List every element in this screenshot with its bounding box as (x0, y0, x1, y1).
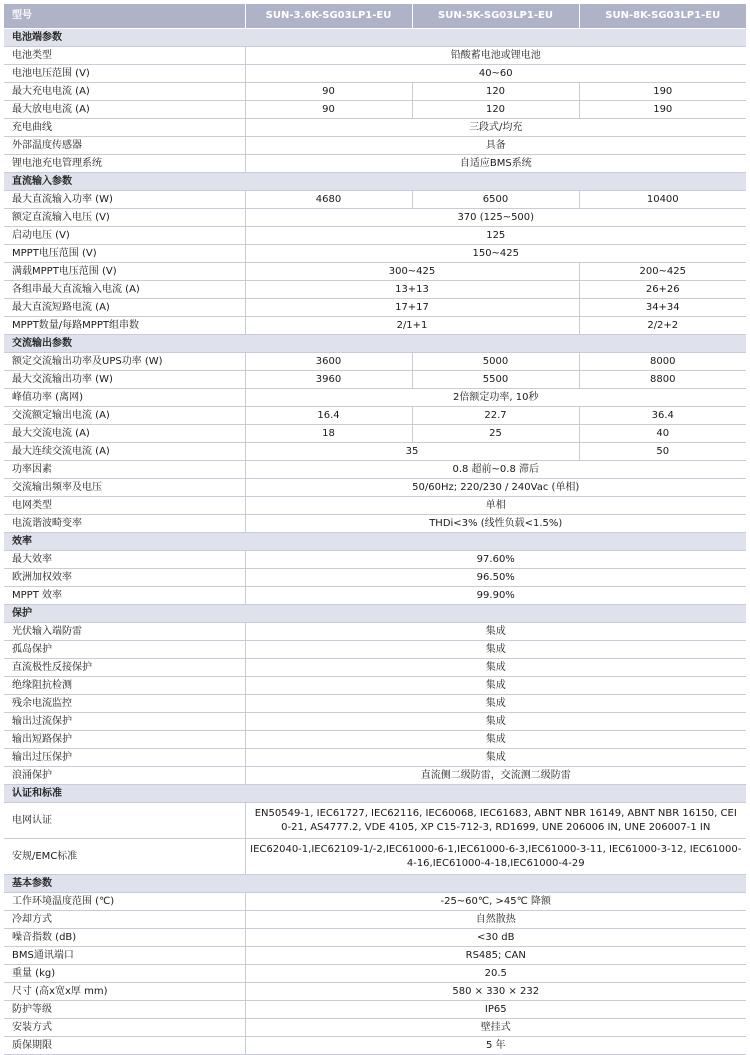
table-row (4, 713, 746, 731)
row-label: 电网类型 (4, 497, 245, 515)
row-value: 36.4 (579, 407, 746, 425)
row-label: 外部温度传感器 (4, 137, 245, 155)
row-value: 13+13 (245, 281, 579, 299)
table-row (4, 1037, 746, 1055)
row-value: 2/2+2 (579, 317, 746, 335)
row-value: 壁挂式 (245, 1019, 746, 1037)
row-label: 交流输出频率及电压 (4, 479, 245, 497)
row-label: 电池电压范围 (V) (4, 65, 245, 83)
row-label: 最大放电电流 (A) (4, 101, 245, 119)
row-label: 直流极性反接保护 (4, 659, 245, 677)
row-label: 最大连续交流电流 (A) (4, 443, 245, 461)
row-value: 17+17 (245, 299, 579, 317)
row-value: 集成 (245, 659, 746, 677)
row-label: 输出过流保护 (4, 713, 245, 731)
table-row (4, 425, 746, 443)
row-label: 最大直流输入功率 (W) (4, 191, 245, 209)
section-title: 交流输出参数 (4, 335, 746, 353)
row-label: 质保期限 (4, 1037, 245, 1055)
section-title: 基本参数 (4, 875, 746, 893)
section-header-row (4, 335, 746, 353)
row-value: 单相 (245, 497, 746, 515)
section-header-row (4, 785, 746, 803)
table-row (4, 245, 746, 263)
row-label: 冷却方式 (4, 911, 245, 929)
table-row (4, 587, 746, 605)
table-row (4, 209, 746, 227)
row-value: 直流侧二级防雷，交流测二级防雷 (245, 767, 746, 785)
row-label: 功率因素 (4, 461, 245, 479)
row-label: 孤岛保护 (4, 641, 245, 659)
row-value: 50/60Hz; 220/230 / 240Vac (单相) (245, 479, 746, 497)
row-label: 充电曲线 (4, 119, 245, 137)
table-row (4, 119, 746, 137)
row-label: 输出过压保护 (4, 749, 245, 767)
row-label: 安装方式 (4, 1019, 245, 1037)
row-value: 35 (245, 443, 579, 461)
row-value: 5 年 (245, 1037, 746, 1055)
row-value: 200~425 (579, 263, 746, 281)
row-value: 50 (579, 443, 746, 461)
table-row (4, 479, 746, 497)
row-value: 集成 (245, 623, 746, 641)
row-label: MPPT 效率 (4, 587, 245, 605)
row-value: 26+26 (579, 281, 746, 299)
row-value: 99.90% (245, 587, 746, 605)
row-label: 额定直流输入电压 (V) (4, 209, 245, 227)
row-value: 集成 (245, 749, 746, 767)
row-label: 最大直流短路电流 (A) (4, 299, 245, 317)
row-label: 各组串最大直流输入电流 (A) (4, 281, 245, 299)
row-value: 具备 (245, 137, 746, 155)
row-value: 3960 (245, 371, 412, 389)
table-row (4, 947, 746, 965)
table-row (4, 893, 746, 911)
table-row (4, 659, 746, 677)
row-label: 工作环境温度范围 (℃) (4, 893, 245, 911)
table-row (4, 227, 746, 245)
table-row (4, 461, 746, 479)
row-label: 安规/EMC标准 (4, 839, 245, 875)
row-value: 96.50% (245, 569, 746, 587)
table-row (4, 677, 746, 695)
table-row (4, 929, 746, 947)
section-header-row (4, 29, 746, 47)
row-label: 防护等级 (4, 1001, 245, 1019)
row-value: 97.60% (245, 551, 746, 569)
row-label: 锂电池充电管理系统 (4, 155, 245, 173)
header-row (4, 4, 746, 29)
table-row (4, 263, 746, 281)
table-row (4, 911, 746, 929)
row-value: 三段式/均充 (245, 119, 746, 137)
row-label: 电网认证 (4, 803, 245, 839)
table-row (4, 839, 746, 875)
row-value: 120 (412, 101, 579, 119)
row-value: 370 (125~500) (245, 209, 746, 227)
row-label: 绝缘阻抗检测 (4, 677, 245, 695)
table-row (4, 497, 746, 515)
section-header-row (4, 533, 746, 551)
row-label: MPPT电压范围 (V) (4, 245, 245, 263)
spec-table (4, 4, 746, 1055)
table-row (4, 407, 746, 425)
row-value: 集成 (245, 641, 746, 659)
row-label: 最大交流输出功率 (W) (4, 371, 245, 389)
row-value: 集成 (245, 677, 746, 695)
section-header-row (4, 173, 746, 191)
row-value: 120 (412, 83, 579, 101)
row-label: 最大交流电流 (A) (4, 425, 245, 443)
section-title: 认证和标准 (4, 785, 746, 803)
row-label: BMS通讯端口 (4, 947, 245, 965)
table-row (4, 281, 746, 299)
row-label: 重量 (kg) (4, 965, 245, 983)
table-row (4, 767, 746, 785)
table-row (4, 299, 746, 317)
row-value: 10400 (579, 191, 746, 209)
header-model-3: SUN-8K-SG03LP1-EU (579, 4, 746, 29)
table-row (4, 1001, 746, 1019)
row-value: 8000 (579, 353, 746, 371)
row-label: 尺寸 (高x宽x厚 mm) (4, 983, 245, 1001)
row-value: 自然散热 (245, 911, 746, 929)
table-row (4, 623, 746, 641)
row-value: 5500 (412, 371, 579, 389)
table-row (4, 65, 746, 83)
row-value: -25~60℃, >45℃ 降额 (245, 893, 746, 911)
row-value: 8800 (579, 371, 746, 389)
row-value: 300~425 (245, 263, 579, 281)
row-label: 最大效率 (4, 551, 245, 569)
table-row (4, 47, 746, 65)
row-label: 启动电压 (V) (4, 227, 245, 245)
row-value: 2/1+1 (245, 317, 579, 335)
row-value: 22.7 (412, 407, 579, 425)
section-title: 保护 (4, 605, 746, 623)
row-label: 交流额定输出电流 (A) (4, 407, 245, 425)
row-label: 电流谐波畸变率 (4, 515, 245, 533)
row-label: 噪音指数 (dB) (4, 929, 245, 947)
table-row (4, 137, 746, 155)
table-row (4, 317, 746, 335)
table-row (4, 749, 746, 767)
row-value: 25 (412, 425, 579, 443)
row-label: 满载MPPT电压范围 (V) (4, 263, 245, 281)
row-label: 峰值功率 (离网) (4, 389, 245, 407)
table-row (4, 983, 746, 1001)
row-value: <30 dB (245, 929, 746, 947)
row-value: 铅酸蓄电池或锂电池 (245, 47, 746, 65)
row-label: 最大充电电流 (A) (4, 83, 245, 101)
row-value: RS485; CAN (245, 947, 746, 965)
row-label: 欧洲加权效率 (4, 569, 245, 587)
row-label: 输出短路保护 (4, 731, 245, 749)
table-row (4, 569, 746, 587)
row-value: 自适应BMS系统 (245, 155, 746, 173)
header-model-label: 型号 (4, 4, 245, 29)
row-value: EN50549-1, IEC61727, IEC62116, IEC60068, IEC61683, ABNT NBR 16149, ABNT NBR 16150, CEI 0-21, AS4777.2, VDE 4105, XP C15-712-3, RD1699, UNE 206006 IN, UNE 206007-1 IN (245, 803, 746, 839)
row-value: 150~425 (245, 245, 746, 263)
header-model-1: SUN-3.6K-SG03LP1-EU (245, 4, 412, 29)
row-label: 残余电流监控 (4, 695, 245, 713)
table-row (4, 371, 746, 389)
row-value: 18 (245, 425, 412, 443)
row-value: THDi<3% (线性负载<1.5%) (245, 515, 746, 533)
section-header-row (4, 605, 746, 623)
table-row (4, 515, 746, 533)
table-row (4, 443, 746, 461)
spec-body (4, 29, 746, 1055)
row-label: 浪涌保护 (4, 767, 245, 785)
row-value: 3600 (245, 353, 412, 371)
table-row (4, 389, 746, 407)
table-row (4, 83, 746, 101)
row-label: 额定交流输出功率及UPS功率 (W) (4, 353, 245, 371)
row-label: MPPT数量/每路MPPT组串数 (4, 317, 245, 335)
row-value: 90 (245, 83, 412, 101)
section-title: 直流输入参数 (4, 173, 746, 191)
row-value: IEC62040-1,IEC62109-1/-2,IEC61000-6-1,IEC61000-6-3,IEC61000-3-11, IEC61000-3-12, IEC61000-4-16,IEC61000-4-18,IEC61000-4-29 (245, 839, 746, 875)
row-value: 16.4 (245, 407, 412, 425)
row-value: IP65 (245, 1001, 746, 1019)
row-value: 6500 (412, 191, 579, 209)
row-label: 光伏输入端防雷 (4, 623, 245, 641)
row-value: 5000 (412, 353, 579, 371)
table-row (4, 803, 746, 839)
table-row (4, 641, 746, 659)
table-row (4, 731, 746, 749)
table-row (4, 101, 746, 119)
row-value: 34+34 (579, 299, 746, 317)
row-label: 电池类型 (4, 47, 245, 65)
row-value: 125 (245, 227, 746, 245)
row-value: 90 (245, 101, 412, 119)
row-value: 580 × 330 × 232 (245, 983, 746, 1001)
row-value: 集成 (245, 731, 746, 749)
row-value: 2倍额定功率, 10秒 (245, 389, 746, 407)
section-title: 电池端参数 (4, 29, 746, 47)
table-row (4, 155, 746, 173)
row-value: 190 (579, 83, 746, 101)
table-row (4, 965, 746, 983)
table-row (4, 191, 746, 209)
row-value: 40~60 (245, 65, 746, 83)
header-model-2: SUN-5K-SG03LP1-EU (412, 4, 579, 29)
row-value: 集成 (245, 695, 746, 713)
row-value: 0.8 超前~0.8 滞后 (245, 461, 746, 479)
section-title: 效率 (4, 533, 746, 551)
section-header-row (4, 875, 746, 893)
table-row (4, 551, 746, 569)
table-row (4, 695, 746, 713)
table-row (4, 353, 746, 371)
row-value: 40 (579, 425, 746, 443)
row-value: 4680 (245, 191, 412, 209)
row-value: 20.5 (245, 965, 746, 983)
row-value: 190 (579, 101, 746, 119)
row-value: 集成 (245, 713, 746, 731)
